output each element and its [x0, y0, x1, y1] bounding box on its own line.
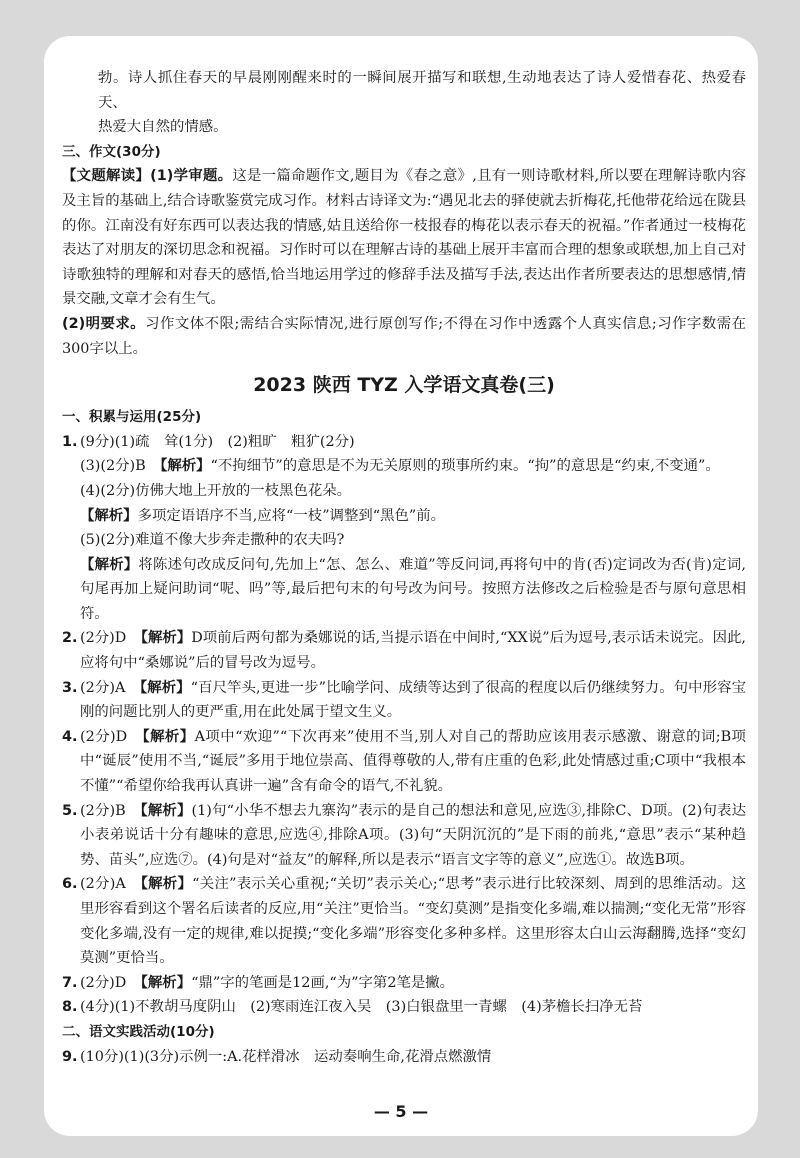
analysis-tag: 【解析】 [140, 974, 192, 991]
paper-title: 2023 陕西 TYZ 入学语文真卷(三) [253, 374, 555, 397]
text-line: 热爱大自然的情感。 [98, 119, 228, 136]
analysis-tag: 【解析】 [160, 458, 211, 475]
q1-part-5: (5)(2分)难道不像大步奔走撒种的农夫吗? [80, 532, 345, 549]
question-3 [62, 676, 746, 725]
sub-heading: (1)学审题。 [150, 168, 233, 185]
question-number: 2. [62, 630, 78, 647]
answer-text: (3)(2分)B [80, 458, 161, 475]
q1-part-4-analysis [62, 504, 746, 529]
question-number: 8. [62, 999, 78, 1016]
analysis-tag: 【解析】 [80, 507, 138, 524]
question-7 [62, 971, 746, 996]
page-number: — 5 — [373, 1102, 429, 1121]
answer-text: (9分)(1)疏 耸(1分) (2)粗旷 粗犷(2分) [80, 433, 355, 450]
analysis-text: “不拘细节”的意思是不为无关原则的琐事所约束。“拘”的意思是“约束,不变通”。 [210, 458, 720, 475]
essay-guide [62, 164, 746, 312]
analysis-text: “百尺竿头,更进一步”比喻学问、成绩等达到了很高的程度以后仍继续努力。句中形容宝刚的问题比别人的更严重,用在此处属于望文生义。 [80, 679, 746, 721]
answer-text: (2分)D [80, 974, 141, 991]
analysis-tag: 【解析】 [142, 728, 195, 745]
answer-text: (10分)(1)(3分)示例一:A.花样滑冰 运动奏响生命,花滑点燃激情 [80, 1048, 492, 1065]
tag-label: 【文题解读】 [62, 168, 151, 185]
answer-text: (2分)B [80, 802, 141, 819]
section-heading-1: 一、积累与运用(25分) [62, 409, 202, 426]
analysis-tag: 【解析】 [139, 679, 191, 696]
section-heading-essay: 三、作文(30分) [62, 143, 161, 160]
analysis-tag: 【解析】 [140, 802, 192, 819]
answer-text: (2分)D [80, 630, 141, 647]
essay-requirement [62, 312, 746, 361]
analysis-text: “鼎”字的笔画是12画,“为”字第2笔是撇。 [191, 974, 455, 991]
answer-content [62, 66, 746, 1069]
q1-part-3 [62, 454, 746, 479]
question-number: 3. [62, 679, 78, 696]
question-number: 7. [62, 974, 78, 991]
section-heading-2: 二、语文实践活动(10分) [62, 1023, 215, 1040]
question-9 [62, 1045, 746, 1070]
paragraph-text: 这是一篇命题作文,题目为《春之意》,且有一则诗歌材料,所以要在理解诗歌内容及主旨的基础上,结合诗歌鉴赏完成习作。材料古诗译文为:“遇见北去的驿使就去折梅花,托他带花给远在陇县的你。江南没有好东西可以表达我的情感,姑且送给你一枝报春的梅花以表示春天的祝福。”作者通过一枝梅花表达了对朋友的深切思念和祝福。习作时可以在理解古诗的基础上展开丰富而合理的想象或联想,加上自己对诗歌独特的理解和对春天的感悟,恰当地运用学过的修辞手法及描写手法,表达出作者所要表达的思想感情,情景交融,文章才会有生气。 [62, 168, 746, 308]
answer-text: (2分)A [80, 876, 141, 893]
question-5 [62, 799, 746, 873]
page-sheet [44, 36, 758, 1136]
question-number: 1. [62, 433, 78, 450]
analysis-text: A项中“欢迎”“下次再来”使用不当,别人对自己的帮助应该用表示感激、谢意的词;B项中“诞辰”使用不当,“诞辰”多用于地位崇高、值得尊敬的人,带有庄重的色彩,此处情感过重;C项中“我根本不懂”“希望你给我再认真讲一遍”含有命令的语气,不礼貌。 [80, 728, 746, 795]
sub-heading: (2)明要求。 [62, 315, 146, 332]
q1-part-4: (4)(2分)仿佛大地上开放的一枝黑色花朵。 [80, 482, 352, 499]
question-1 [62, 430, 746, 455]
q1-part-5-analysis [62, 553, 746, 627]
analysis-text: D项前后两句都为桑娜说的话,当提示语在中间时,“XX说”后为逗号,表示话未说完。因此,应将句中“桑娜说”后的冒号改为逗号。 [80, 630, 746, 672]
analysis-text: 将陈述句改成反问句,先加上“怎、怎么、难道”等反问词,再将句中的肯(否)定词改为否(肯)定词,句尾再加上疑问助词“呢、吗”等,最后把句末的句号改为问号。按照方法修改之后检验是否与原句意思相符。 [80, 556, 746, 622]
question-number: 9. [62, 1048, 78, 1065]
answer-text: (4分)(1)不教胡马度阴山 (2)寒雨连江夜入吴 (3)白银盘里一青螺 (4)茅檐长扫净无苔 [80, 999, 643, 1016]
analysis-text: (1)句“小华不想去九寨沟”表示的是自己的想法和意见,应选③,排除C、D项。(2)句表达小表弟说话十分有趣味的意思,应选④,排除A项。(3)句“天阴沉沉的”是下雨的前兆,“意思”表示“某种趋势、苗头”,应选⑦。(4)句是对“益友”的解释,所以是表示“语言文字等的意义”,应选①。故选B项。 [80, 802, 746, 868]
question-6 [62, 872, 746, 970]
analysis-text: 多项定语语序不当,应将“一枝”调整到“黑色”前。 [137, 507, 446, 524]
analysis-tag: 【解析】 [140, 876, 193, 893]
question-8 [62, 995, 746, 1020]
paragraph-text: 习作文体不限;需结合实际情况,进行原创写作;不得在习作中透露个人真实信息;习作字数需在300字以上。 [62, 315, 746, 357]
question-2 [62, 626, 746, 675]
analysis-tag: 【解析】 [80, 556, 139, 573]
text-line: 勃。诗人抓住春天的早晨刚刚醒来时的一瞬间展开描写和联想,生动地表达了诗人爱惜春花、热爱春天、 [98, 70, 746, 111]
analysis-text: “关注”表示关心重视;“关切”表示关心;“思考”表示进行比较深刻、周到的思维活动。这里形容看到这个署名后读者的反应,用“关注”更恰当。“变幻莫测”是指变化多端,难以揣测;“变化无常”形容变化多端,没有一定的规律,难以捉摸;“变化多端”形容变化多种多样。这里形容太白山云海翻腾,选择“变幻莫测”更恰当。 [80, 876, 746, 967]
question-number: 6. [62, 876, 78, 893]
question-number: 4. [62, 728, 78, 745]
answer-text: (2分)A [80, 679, 140, 696]
analysis-tag: 【解析】 [140, 630, 192, 647]
question-number: 5. [62, 802, 78, 819]
answer-text: (2分)D [80, 728, 143, 745]
question-4 [62, 725, 746, 799]
